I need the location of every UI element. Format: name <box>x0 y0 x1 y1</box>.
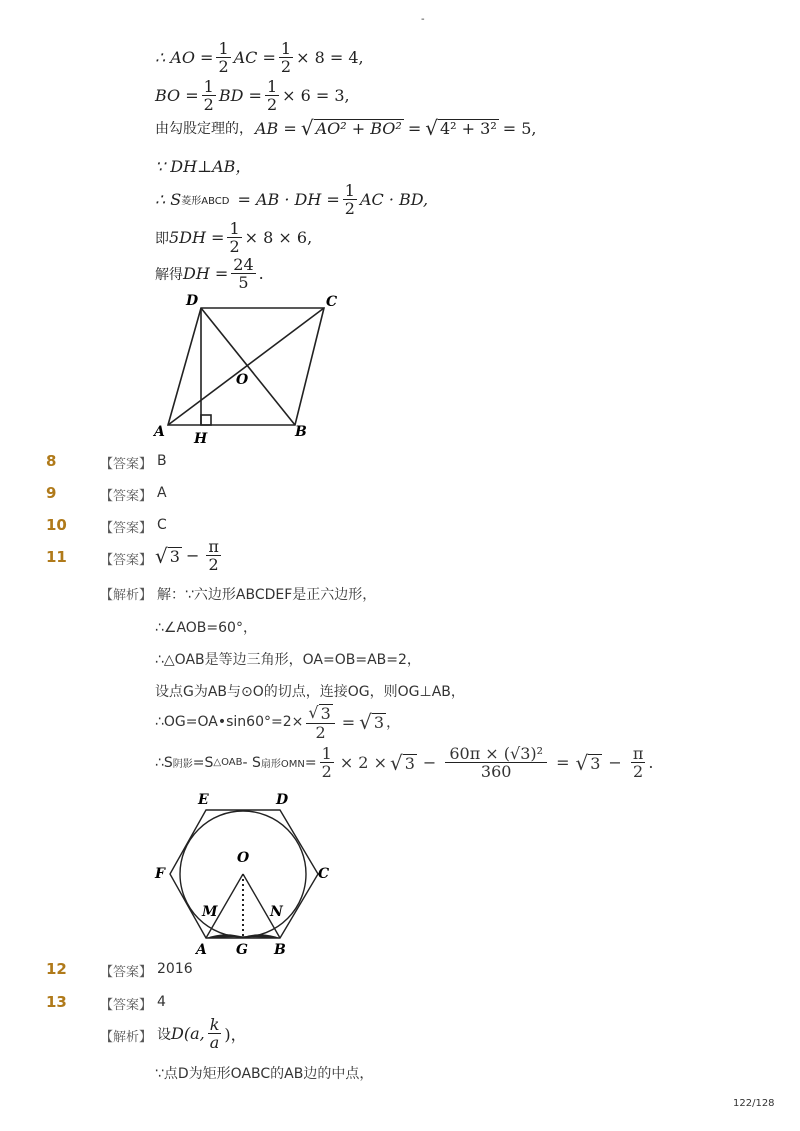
label-c: C <box>318 866 330 882</box>
frac-num: 1 <box>344 181 355 200</box>
answer-value-13: 4 <box>157 994 166 1010</box>
label-g: G <box>236 942 248 958</box>
label-b: B <box>295 424 307 440</box>
label-a: A <box>196 942 207 958</box>
line1-prefix: ∴ AO = <box>155 48 214 67</box>
l6-minus: - S <box>242 754 261 771</box>
frac-den: 2 <box>280 57 292 76</box>
radical-sign: √ <box>155 543 168 568</box>
l6-minus2: − <box>422 753 437 772</box>
og-radical <box>359 712 386 732</box>
page-number: 122/128 <box>733 1098 775 1109</box>
line3-radical-2 <box>425 118 499 138</box>
analysis-11-line-4: 设点G为AB与⊙O的切点，连接OG，则OG⊥AB， <box>155 684 465 700</box>
frac-num: 1 <box>280 39 292 58</box>
hexagon-figure <box>150 788 350 958</box>
question-number-10: 10 <box>46 516 67 534</box>
l1-frac <box>208 1016 222 1051</box>
frac-den: 2 <box>208 555 219 574</box>
question-number-8: 8 <box>46 452 57 470</box>
line6-frac <box>227 220 241 255</box>
l6-radical-2 <box>575 750 602 775</box>
line5-sub: 菱形ABCD <box>181 196 230 207</box>
line1-mid: AC = <box>233 48 276 67</box>
answer11-radical <box>155 543 182 568</box>
analysis-11-line-3: ∴△OAB是等边三角形，OA=OB=AB=2， <box>155 652 421 668</box>
l6-eq1: =S <box>192 754 214 771</box>
solution-line-4: ∵ DH⊥AB， <box>155 157 252 176</box>
frac-num: 24 <box>233 255 254 274</box>
line2-frac2 <box>265 78 279 113</box>
solution-line-6 <box>155 220 312 255</box>
l6-sub1: 阴影 <box>172 759 193 770</box>
solution-line-1 <box>155 40 364 75</box>
label-b: B <box>274 942 286 958</box>
frac-num: π <box>632 744 644 763</box>
l6-frac2 <box>631 745 646 780</box>
frac-den: 2 <box>321 762 332 781</box>
diagonal-bd <box>201 308 295 425</box>
line3-prefix: AB = <box>255 118 297 138</box>
frac-num: 1 <box>266 77 278 96</box>
frac-den: 360 <box>480 762 512 781</box>
radical-sign: √ <box>300 116 314 140</box>
og-frac <box>306 703 334 741</box>
label-n: N <box>270 904 283 920</box>
radical-sign: √ <box>389 750 403 775</box>
line2-suffix: × 6 = 3, <box>282 86 350 105</box>
line7-prefix: DH = <box>183 264 229 283</box>
label-a: A <box>154 424 165 440</box>
label-h: H <box>194 431 208 447</box>
solution-line-2 <box>155 78 350 113</box>
answer-tag-8: 【答案】 <box>100 457 153 472</box>
line5-frac <box>343 182 357 217</box>
answer-value-12: 2016 <box>157 961 193 977</box>
l1-text: 设 <box>157 1026 171 1043</box>
line6-prefix: 5DH = <box>169 228 225 247</box>
radical-body: 4² + 3² <box>439 119 497 138</box>
answer-value-10: C <box>157 517 167 533</box>
right-angle-mark <box>201 415 211 425</box>
label-f: F <box>155 866 165 882</box>
solution-line-5 <box>155 182 428 217</box>
l6-prefix: ∴S <box>155 754 173 771</box>
line3-suffix: = 5, <box>502 118 537 138</box>
answer-value-9: A <box>157 485 167 501</box>
answer11-frac <box>206 538 221 573</box>
radical-body: 3 <box>590 753 601 773</box>
frac-den: 2 <box>344 199 355 218</box>
frac-den: 2 <box>218 57 229 76</box>
question-number-9: 9 <box>46 484 57 502</box>
line3-text: 由勾股定理的， <box>155 121 253 137</box>
frac-den: a <box>209 1033 220 1052</box>
solution-line-7 <box>155 256 264 291</box>
frac-den: 2 <box>229 237 240 256</box>
question-number-13: 13 <box>46 993 67 1011</box>
analysis-11-line-1: 解：∵六边形ABCDEF是正六边形， <box>157 587 377 603</box>
label-d: D <box>276 792 289 808</box>
l1-suffix: )， <box>224 1025 247 1044</box>
answer-tag-9: 【答案】 <box>100 489 153 504</box>
og-frac-num <box>306 703 334 724</box>
radical-sign: √ <box>575 750 589 775</box>
answer-tag-12: 【答案】 <box>100 965 153 980</box>
label-o: O <box>237 850 250 866</box>
analysis-tag-13: 【解析】 <box>100 1030 153 1045</box>
frac-num: 1 <box>321 744 332 763</box>
line2-prefix: BO = <box>155 86 199 105</box>
line5-mid: = AB · DH = <box>237 190 340 209</box>
line7-suffix: . <box>258 264 264 283</box>
analysis-13-line-1 <box>157 1016 247 1051</box>
radical-sign: √ <box>359 710 372 734</box>
frac-num: 1 <box>229 219 240 238</box>
question-number-11: 11 <box>46 548 67 566</box>
l6-end: . <box>648 753 654 772</box>
l6-sub2: △OAB <box>213 757 243 768</box>
og-frac-den: 2 <box>315 723 326 742</box>
label-c: C <box>326 294 338 310</box>
frac-den: 2 <box>203 95 214 114</box>
l1-prefix: D(a, <box>171 1024 205 1043</box>
label-e: E <box>198 792 209 808</box>
question-number-12: 12 <box>46 960 67 978</box>
answer11-minus: − <box>185 546 200 565</box>
analysis-11-line-5 <box>155 703 400 741</box>
line5-eq: = <box>341 712 356 732</box>
answer-tag-10: 【答案】 <box>100 521 153 536</box>
l6-radical <box>389 750 417 775</box>
radical-body: 3 <box>373 713 385 732</box>
line7-text: 解得 <box>155 266 183 283</box>
frac-num: 1 <box>203 77 214 96</box>
radical-body: 3 <box>169 546 180 566</box>
label-o: O <box>236 372 249 388</box>
frac-num: k <box>209 1015 220 1034</box>
line3-eq: = <box>407 118 422 138</box>
answer-value-8: B <box>157 453 167 469</box>
l6-times: × 2 × <box>339 753 387 772</box>
frac-num: π <box>208 537 219 556</box>
frac-den: 5 <box>238 273 249 292</box>
line5-suffix: AC · BD, <box>359 190 429 209</box>
answer-tag-11: 【答案】 <box>100 553 153 568</box>
answer-tag-13: 【答案】 <box>100 998 153 1013</box>
line5-prefix: ∴OG=OA•sin60°=2× <box>155 714 304 730</box>
frac-den: 2 <box>632 762 644 781</box>
line3-radical-1 <box>301 118 404 138</box>
analysis-13-line-2: ∵点D为矩形OABC的AB边的中点， <box>155 1066 374 1082</box>
og-frac-radical <box>308 703 332 723</box>
label-m: M <box>202 904 218 920</box>
line2-frac <box>202 78 216 113</box>
l6-eq2: = <box>304 754 317 771</box>
diagonal-ac <box>168 308 324 425</box>
radical-sign: √ <box>425 116 438 140</box>
solution-line-3 <box>155 118 537 138</box>
answer-value-11 <box>155 538 224 573</box>
top-mark: - <box>421 14 425 25</box>
radical-body: AO² + BO² <box>315 119 402 138</box>
l6-big-frac <box>445 745 547 780</box>
analysis-11-line-6 <box>155 745 653 780</box>
line1-frac <box>216 40 230 75</box>
l6-sub3: 扇形OMN <box>260 759 305 770</box>
l6-minus3: − <box>608 753 622 772</box>
line7-frac <box>231 256 255 291</box>
line5-end: ， <box>386 715 401 731</box>
analysis-tag-11: 【解析】 <box>100 588 153 603</box>
rhombus-figure <box>150 290 350 448</box>
line1-suffix: × 8 = 4, <box>296 48 364 67</box>
frac-num: 1 <box>218 39 229 58</box>
line6-suffix: × 8 × 6, <box>244 228 313 247</box>
radical-body: 3 <box>404 753 415 773</box>
line1-frac2 <box>279 40 293 75</box>
label-d: D <box>186 293 199 309</box>
frac-den: 2 <box>266 95 278 114</box>
radical-sign: √ <box>308 703 319 722</box>
analysis-11-line-2: ∴∠AOB=60°， <box>155 620 257 636</box>
radical-body: 3 <box>320 704 331 723</box>
line5-prefix: ∴ S <box>155 190 182 209</box>
line6-text: 即 <box>155 230 169 247</box>
frac-num: 60π × (√3)² <box>445 745 547 763</box>
line2-mid: BD = <box>218 86 262 105</box>
l6-eq3: = <box>556 753 570 772</box>
l6-frac1 <box>320 745 334 780</box>
